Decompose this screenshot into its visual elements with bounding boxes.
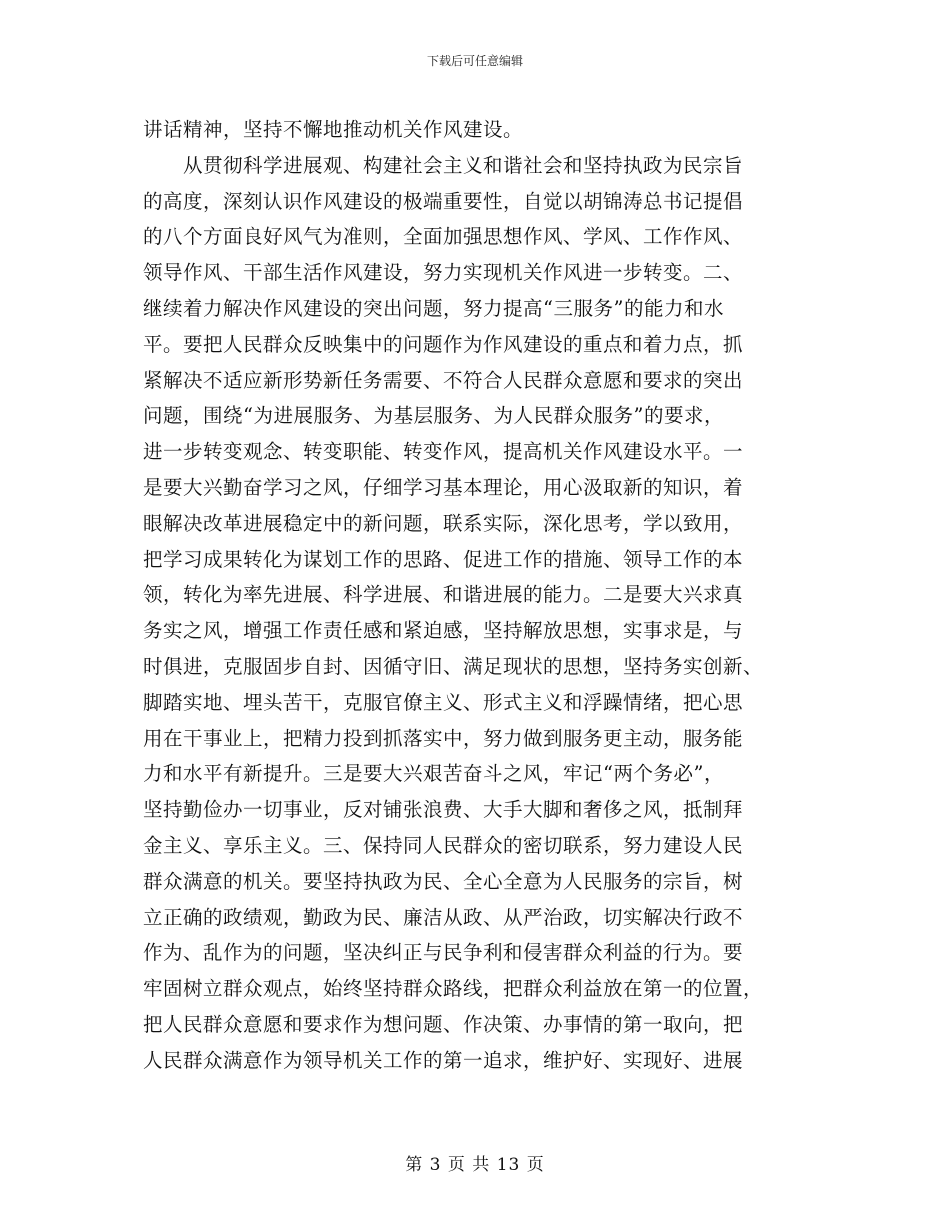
- text-line: 金主义、享乐主义。三、保持同人民群众的密切联系，努力建设人民: [143, 833, 744, 857]
- text-line: 群众满意的机关。要坚持执政为民、全心全意为人民服务的宗旨，树: [143, 869, 744, 893]
- text-line: 讲话精神，坚持不懈地推动机关作风建设。: [143, 118, 524, 141]
- page-number-footer: 第 3 页 共 13 页: [405, 1155, 545, 1175]
- text-line: 把人民群众意愿和要求作为想问题、作决策、办事情的第一取向，把: [143, 1012, 744, 1036]
- page-header: 下载后可任意编辑: [426, 54, 523, 68]
- text-line: 的高度，深刻认识作风建设的极端重要性，自觉以胡锦涛总书记提倡: [143, 189, 744, 213]
- text-line: 立正确的政绩观，勤政为民、廉洁从政、从严治政，切实解决行政不: [143, 905, 744, 929]
- text-line: 把学习成果转化为谋划工作的思路、促进工作的措施、领导工作的本: [143, 547, 744, 571]
- text-line: 坚持勤俭办一切事业，反对铺张浪费、大手大脚和奢侈之风，抵制拜: [143, 798, 744, 822]
- text-line: 牢固树立群众观点，始终坚持群众路线，把群众利益放在第一的位置，: [143, 977, 764, 1001]
- text-line: 继续着力解决作风建设的突出问题，努力提高“三服务”的能力和水: [143, 296, 724, 320]
- text-line: 的八个方面良好风气为准则，全面加强思想作风、学风、工作作风、: [143, 225, 744, 249]
- body-text: [143, 112, 823, 1079]
- text-line: 作为、乱作为的问题，坚决纠正与民争利和侵害群众利益的行为。要: [143, 941, 744, 965]
- text-line: 领导作风、干部生活作风建设，努力实现机关作风进一步转变。二、: [143, 261, 744, 285]
- text-line: 紧解决不适应新形势新任务需要、不符合人民群众意愿和要求的突出: [143, 368, 744, 392]
- text-line: 脚踏实地、埋头苦干，克服官僚主义、形式主义和浮躁情绪，把心思: [143, 690, 744, 714]
- text-line: 力和水平有新提升。三是要大兴艰苦奋斗之风，牢记“两个务必”，: [143, 762, 724, 786]
- text-line: 领，转化为率先进展、科学进展、和谐进展的能力。二是要大兴求真: [143, 583, 744, 607]
- text-line: 用在干事业上，把精力投到抓落实中，努力做到服务更主动，服务能: [143, 726, 744, 750]
- text-line: 进一步转变观念、转变职能、转变作风，提高机关作风建设水平。一: [143, 440, 744, 464]
- text-line: 时俱进，克服固步自封、因循守旧、满足现状的思想，坚持务实创新、: [143, 654, 764, 678]
- text-line: 问题，围绕“为进展服务、为基层服务、为人民群众服务”的要求，: [143, 404, 724, 428]
- text-line: 人民群众满意作为领导机关工作的第一追求，维护好、实现好、进展: [143, 1048, 744, 1072]
- text-line: 是要大兴勤奋学习之风，仔细学习基本理论，用心汲取新的知识，着: [143, 475, 744, 499]
- text-line: 从贯彻科学进展观、构建社会主义和谐社会和坚持执政为民宗旨: [183, 153, 744, 177]
- text-line: 务实之风，增强工作责任感和紧迫感，坚持解放思想，实事求是，与: [143, 619, 744, 643]
- text-line: 眼解决改革进展稳定中的新问题，联系实际，深化思考，学以致用，: [143, 511, 744, 535]
- text-line: 平。要把人民群众反映集中的问题作为作风建设的重点和着力点，抓: [143, 332, 744, 356]
